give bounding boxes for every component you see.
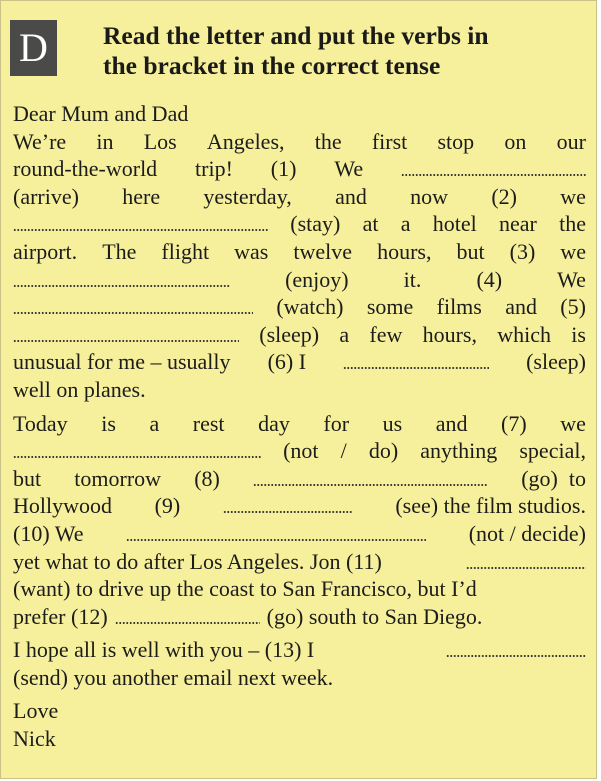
word: which [497, 321, 552, 347]
word: was [234, 238, 269, 264]
word: hours, [377, 238, 432, 264]
word: the [559, 211, 586, 237]
word: (1) [270, 156, 297, 182]
text-line: (send) you another email next week. [13, 664, 334, 690]
text-line: I hope all is well with you – (13) I [13, 636, 586, 664]
answer-blank[interactable] [401, 174, 586, 176]
word: some [366, 294, 414, 320]
text-line [13, 238, 586, 266]
word: is [101, 410, 116, 436]
word: the [314, 128, 342, 154]
word: airport. [13, 238, 78, 264]
word: stop [437, 128, 475, 154]
word: and [505, 294, 537, 320]
text-line: Hollywood (9) (see) the film studios. [13, 493, 586, 519]
letter-signature: Nick [13, 726, 56, 752]
word: twelve [293, 238, 353, 264]
instructions-line-2: the bracket in the correct tense [103, 51, 441, 80]
word: rest [192, 410, 225, 436]
text-line [13, 183, 586, 211]
answer-blank-8[interactable] [253, 484, 488, 486]
letter-closing: Love [13, 698, 59, 724]
word: few [369, 321, 403, 347]
word: we [560, 410, 586, 436]
answer-blank[interactable] [13, 229, 268, 231]
exercise-label-badge: D [10, 20, 57, 76]
text-line [13, 293, 586, 321]
word: (enjoy) [285, 266, 349, 292]
text-line: yet what to do after Los Angeles. Jon (11) [13, 548, 586, 576]
word: (4) [476, 266, 503, 292]
word: (stay) [290, 211, 341, 237]
text-line: well on planes. [13, 376, 146, 402]
text-line [13, 321, 586, 349]
word: our [556, 128, 586, 154]
word: in [96, 128, 114, 154]
text-line: (10) We (not / decide) [13, 520, 586, 546]
exercise-instructions [103, 21, 573, 81]
word: us [382, 410, 403, 436]
answer-blank-11[interactable] [466, 567, 586, 569]
word: special, [519, 438, 586, 464]
word: (3) [509, 238, 536, 264]
word: hotel [432, 211, 477, 237]
word: we [560, 238, 586, 264]
word: at [362, 211, 379, 237]
word: and [435, 410, 468, 436]
answer-blank-9[interactable] [223, 511, 353, 513]
word: yesterday, [203, 183, 292, 209]
word: it. [403, 266, 422, 292]
word: a [339, 321, 350, 347]
text-line: (want) to drive up the coast to San Francisco, but I’d [13, 576, 477, 602]
word: (watch) [276, 294, 344, 320]
answer-blank[interactable] [13, 285, 230, 287]
word: We’re [13, 128, 67, 154]
word: (7) [501, 410, 527, 436]
text-line: unusual for me – usually (6) I (sleep) [13, 349, 586, 375]
word: near [499, 211, 537, 237]
word: trip! [195, 156, 233, 182]
word: (sleep) [259, 321, 320, 347]
word: day [258, 410, 290, 436]
word: Los [143, 128, 177, 154]
word: do) [368, 438, 399, 464]
word: We [557, 266, 586, 292]
letter-body [13, 100, 586, 753]
word: (arrive) [13, 183, 79, 209]
text-line: prefer (12) (go) south to San Diego. [13, 603, 483, 629]
text-line: but tomorrow (8) (go) to [13, 465, 586, 491]
word: (not [283, 438, 319, 464]
answer-blank[interactable] [13, 340, 239, 342]
text-line [13, 437, 586, 465]
word: round-the-world [13, 156, 158, 182]
letter-greeting: Dear Mum and Dad [13, 101, 189, 126]
word: The [102, 238, 137, 264]
instructions-line-1: Read the letter and put the verbs in [103, 21, 489, 50]
word: hours, [422, 321, 477, 347]
word: on [504, 128, 527, 154]
word: anything [420, 438, 498, 464]
answer-blank-6[interactable] [343, 367, 489, 369]
word: / [340, 438, 347, 464]
word: but [456, 238, 485, 264]
word: and [335, 183, 367, 209]
word: (5) [560, 294, 586, 320]
text-line [13, 155, 586, 183]
answer-blank[interactable] [13, 456, 261, 458]
word: a [149, 410, 160, 436]
answer-blank-10[interactable] [126, 539, 426, 541]
word: flight [161, 238, 210, 264]
word: now [410, 183, 449, 209]
text-line [13, 128, 586, 156]
answer-blank-12[interactable] [115, 622, 260, 624]
word: is [571, 321, 586, 347]
word: for [323, 410, 350, 436]
word: we [560, 183, 586, 209]
word: We [334, 156, 364, 182]
answer-blank-13[interactable] [446, 655, 586, 657]
text-line [13, 210, 586, 238]
word: here [122, 183, 161, 209]
word: first [371, 128, 408, 154]
text-line [13, 266, 586, 294]
answer-blank[interactable] [13, 312, 253, 314]
word: films [436, 294, 482, 320]
text-line [13, 410, 586, 438]
word: (2) [491, 183, 517, 209]
word: Angeles, [206, 128, 285, 154]
word: Today [13, 410, 68, 436]
word: a [400, 211, 411, 237]
